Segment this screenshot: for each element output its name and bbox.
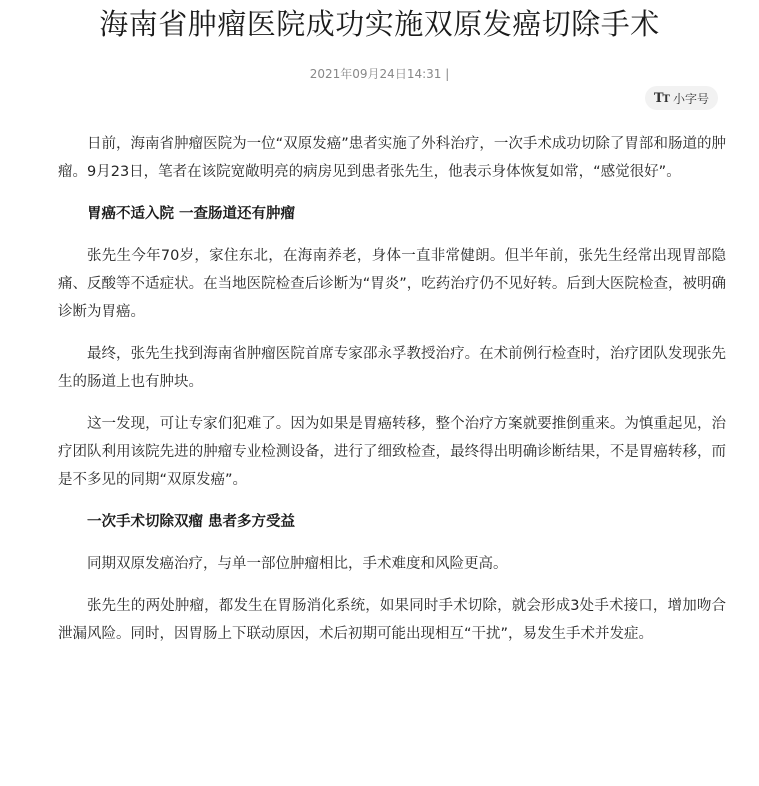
font-size-toggle-button[interactable] (645, 86, 718, 110)
paragraph: 张先生今年70岁，家住东北，在海南养老，身体一直非常健朗。但半年前，张先生经常出现胃部隐痛、反酸等不适症状。在当地医院检查后诊断为“胃炎”，吃药治疗仍不见好转。后到大医院检查，被明确诊断为胃癌。 (58, 248, 726, 320)
paragraph: 张先生的两处肿瘤，都发生在胃肠消化系统，如果同时手术切除，就会形成3处手术接口，增加吻合泄漏风险。同时，因胃肠上下联动原因，术后初期可能出现相互“干扰”，易发生手术并发症。 (58, 598, 726, 642)
section-subheading: 胃癌不适入院 一查肠道还有肿瘤 (87, 206, 296, 222)
paragraph: 日前，海南省肿瘤医院为一位“双原发癌”患者实施了外科治疗，一次手术成功切除了胃部和肠道的肿瘤。9月23日，笔者在该院宽敞明亮的病房见到患者张先生，他表示身体恢复如常，“感觉很好”。 (58, 136, 726, 180)
paragraph: 同期双原发癌治疗，与单一部位肿瘤相比，手术难度和风险更高。 (87, 556, 508, 572)
paragraph: 这一发现，可让专家们犯难了。因为如果是胃癌转移，整个治疗方案就要推倒重来。为慎重起见，治疗团队利用该院先进的肿瘤专业检测设备，进行了细致检查，最终得出明确诊断结果，不是胃癌转移，而是不多见的同期“双原发癌”。 (58, 416, 726, 488)
article-meta: 2021年09月24日14:31 | (309, 67, 450, 81)
article-body (58, 130, 726, 648)
section-subheading: 一次手术切除双瘤 患者多方受益 (87, 514, 296, 530)
font-size-toggle-label: 小字号 (672, 91, 709, 106)
paragraph: 最终，张先生找到海南省肿瘤医院首席专家邵永孚教授治疗。在术前例行检查时，治疗团队发现张先生的肠道上也有肿块。 (58, 346, 726, 390)
article-title: 海南省肿瘤医院成功实施双原发癌切除手术 (99, 7, 660, 41)
text-size-icon: TT (653, 90, 669, 106)
